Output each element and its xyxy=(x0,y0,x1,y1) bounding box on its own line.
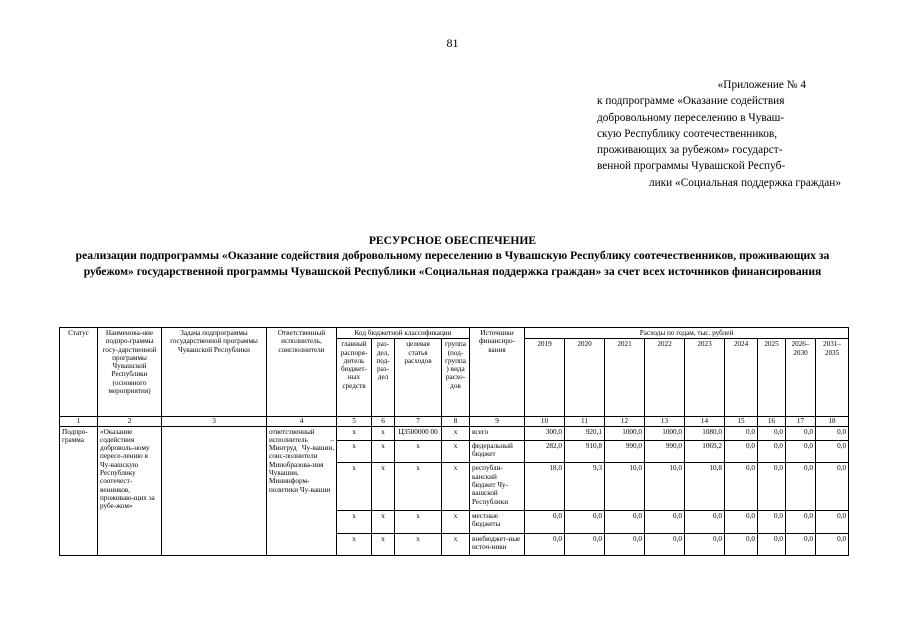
column-number: 14 xyxy=(685,417,725,426)
document-subtitle: реализации подпрограммы «Оказание содействия добровольному переселению в Чувашскую Республику соотечественников, проживающих за рубежом» государственной программы Чувашской Республики «Социальная поддержка граждан» за счет всех источников финансирования xyxy=(75,249,830,278)
value-cell: 0,0 xyxy=(725,463,758,510)
value-cell: 0,0 xyxy=(758,440,786,463)
value-cell: 0,0 xyxy=(816,440,849,463)
page-number: 81 xyxy=(446,36,459,50)
resource-table xyxy=(59,327,849,556)
value-cell: 0,0 xyxy=(786,510,816,533)
column-number: 9 xyxy=(470,417,525,426)
expense-group-cell: x xyxy=(442,463,470,510)
value-cell: 0,0 xyxy=(816,463,849,510)
source-cell: всего xyxy=(470,426,525,440)
header-task: Задача подпрограммы государственной программы Чувашской Республики xyxy=(162,328,267,417)
value-cell: 0,0 xyxy=(645,533,685,556)
column-number: 8 xyxy=(442,417,470,426)
value-cell: 1000,0 xyxy=(645,426,685,440)
value-cell: 282,0 xyxy=(525,440,565,463)
header-executor: Ответственный исполнитель, соисполнители xyxy=(267,328,337,417)
value-cell: 10,0 xyxy=(605,463,645,510)
header-target-article: целевая статья расходов xyxy=(395,339,442,417)
document-title: РЕСУРСНОЕ ОБЕСПЕЧЕНИЕ xyxy=(368,234,537,247)
header-year: 2026–2030 xyxy=(786,339,816,417)
value-cell: 0,0 xyxy=(816,533,849,556)
value-cell: 10,8 xyxy=(685,463,725,510)
target-article-cell: x xyxy=(395,463,442,510)
value-cell: 10,0 xyxy=(645,463,685,510)
expense-group-cell: x xyxy=(442,440,470,463)
appendix-line: лики «Социальная поддержка граждан» xyxy=(649,176,841,189)
source-cell: федеральный бюджет xyxy=(470,440,525,463)
value-cell: 0,0 xyxy=(786,533,816,556)
value-cell: 0,0 xyxy=(816,510,849,533)
header-year: 2031–2035 xyxy=(816,339,849,417)
source-cell: республи-канский бюджет Чу-вашской Республики xyxy=(470,463,525,510)
column-number: 1 xyxy=(60,417,98,426)
column-numbers-row xyxy=(60,417,849,426)
column-number: 5 xyxy=(337,417,372,426)
value-cell: 0,0 xyxy=(605,533,645,556)
value-cell: 0,0 xyxy=(758,533,786,556)
main-manager-cell: x xyxy=(337,426,372,440)
value-cell: 0,0 xyxy=(645,510,685,533)
value-cell: 0,0 xyxy=(565,510,605,533)
main-manager-cell: x xyxy=(337,463,372,510)
header-sources: Источники финансиро-вания xyxy=(470,328,525,417)
column-number: 7 xyxy=(395,417,442,426)
header-year: 2019 xyxy=(525,339,565,417)
value-cell: 0,0 xyxy=(725,510,758,533)
value-cell: 0,0 xyxy=(758,463,786,510)
task-cell xyxy=(162,426,267,556)
column-number: 6 xyxy=(372,417,395,426)
value-cell: 300,0 xyxy=(525,426,565,440)
value-cell: 0,0 xyxy=(725,426,758,440)
table-row xyxy=(60,426,849,440)
header-budget-code: Код бюджетной классификации xyxy=(337,328,470,339)
value-cell: 0,0 xyxy=(816,426,849,440)
column-number: 17 xyxy=(786,417,816,426)
header-year: 2020 xyxy=(565,339,605,417)
section-cell: x xyxy=(372,426,395,440)
main-manager-cell: x xyxy=(337,533,372,556)
value-cell: 0,0 xyxy=(525,533,565,556)
header-name: Наименова-ние подпро-граммы госу-дарственной программы Чувашской Республики (основного мероприятия) xyxy=(98,328,162,417)
header-year: 2025 xyxy=(758,339,786,417)
status-cell: Подпро-грамма xyxy=(60,426,98,556)
header-year: 2022 xyxy=(645,339,685,417)
value-cell: 0,0 xyxy=(758,426,786,440)
section-cell: x xyxy=(372,463,395,510)
header-year: 2021 xyxy=(605,339,645,417)
value-cell: 1000,0 xyxy=(605,426,645,440)
value-cell: 0,0 xyxy=(786,440,816,463)
header-status: Статус xyxy=(60,328,98,417)
column-number: 16 xyxy=(758,417,786,426)
appendix-line: проживающих за рубежом» государст- xyxy=(597,144,783,157)
value-cell: 0,0 xyxy=(786,463,816,510)
value-cell: 0,0 xyxy=(758,510,786,533)
appendix-line: венной программы Чувашской Респуб- xyxy=(597,160,786,173)
column-number: 3 xyxy=(162,417,267,426)
source-cell: местные бюджеты xyxy=(470,510,525,533)
column-number: 15 xyxy=(725,417,758,426)
value-cell: 0,0 xyxy=(565,533,605,556)
column-number: 2 xyxy=(98,417,162,426)
value-cell: 0,0 xyxy=(525,510,565,533)
column-number: 10 xyxy=(525,417,565,426)
value-cell: 990,0 xyxy=(645,440,685,463)
header-expenses: Расходы по годам, тыс. рублей xyxy=(525,328,849,339)
value-cell: 1069,2 xyxy=(685,440,725,463)
target-article-cell: x xyxy=(395,440,442,463)
value-cell: 0,0 xyxy=(605,510,645,533)
target-article-cell: x xyxy=(395,510,442,533)
header-year: 2024 xyxy=(725,339,758,417)
table-header-row xyxy=(60,328,849,339)
value-cell: 9,3 xyxy=(565,463,605,510)
subprogram-name-cell: «Оказание содействия доброволь-ному пересе-лению в Чу-вашскую Республику соотечест-венников, проживаю-щих за рубе-жом» xyxy=(98,426,162,556)
column-number: 11 xyxy=(565,417,605,426)
value-cell: 0,0 xyxy=(685,510,725,533)
value-cell: 0,0 xyxy=(685,533,725,556)
header-main-manager: главный распоря-дитель бюджет-ных средств xyxy=(337,339,372,417)
header-expense-group: группа (под-группа) вида расхо-дов xyxy=(442,339,470,417)
column-number: 12 xyxy=(605,417,645,426)
value-cell: 0,0 xyxy=(786,426,816,440)
source-cell: внебюджет-ные источ-ники xyxy=(470,533,525,556)
target-article-cell: x xyxy=(395,533,442,556)
header-section: раз-дел, под-раз-дел xyxy=(372,339,395,417)
column-number: 4 xyxy=(267,417,337,426)
value-cell: 0,0 xyxy=(725,533,758,556)
appendix-note xyxy=(597,77,841,191)
executor-cell: ответственный исполнитель – Минтруд Чу-вашии, соис-полнители Минобразова-ния Чувашии, Мининформ-политики Чу-вашии xyxy=(267,426,337,556)
main-manager-cell: x xyxy=(337,440,372,463)
section-cell: x xyxy=(372,510,395,533)
expense-group-cell: x xyxy=(442,510,470,533)
appendix-line: к подпрограмме «Оказание содействия xyxy=(597,95,785,108)
appendix-heading: «Приложение № 4 xyxy=(717,79,806,91)
value-cell: 990,0 xyxy=(605,440,645,463)
value-cell: 0,0 xyxy=(725,440,758,463)
section-cell: x xyxy=(372,533,395,556)
header-year: 2023 xyxy=(685,339,725,417)
column-number: 18 xyxy=(816,417,849,426)
appendix-line: добровольному переселению в Чуваш- xyxy=(597,111,785,124)
value-cell: 910,8 xyxy=(565,440,605,463)
expense-group-cell: x xyxy=(442,533,470,556)
appendix-line: скую Республику соотечественников, xyxy=(597,127,778,140)
target-article-cell: Ц3500000 00 xyxy=(395,426,442,440)
column-number: 13 xyxy=(645,417,685,426)
value-cell: 920,1 xyxy=(565,426,605,440)
expense-group-cell: x xyxy=(442,426,470,440)
value-cell: 1080,0 xyxy=(685,426,725,440)
main-manager-cell: x xyxy=(337,510,372,533)
value-cell: 18,0 xyxy=(525,463,565,510)
section-cell: x xyxy=(372,440,395,463)
